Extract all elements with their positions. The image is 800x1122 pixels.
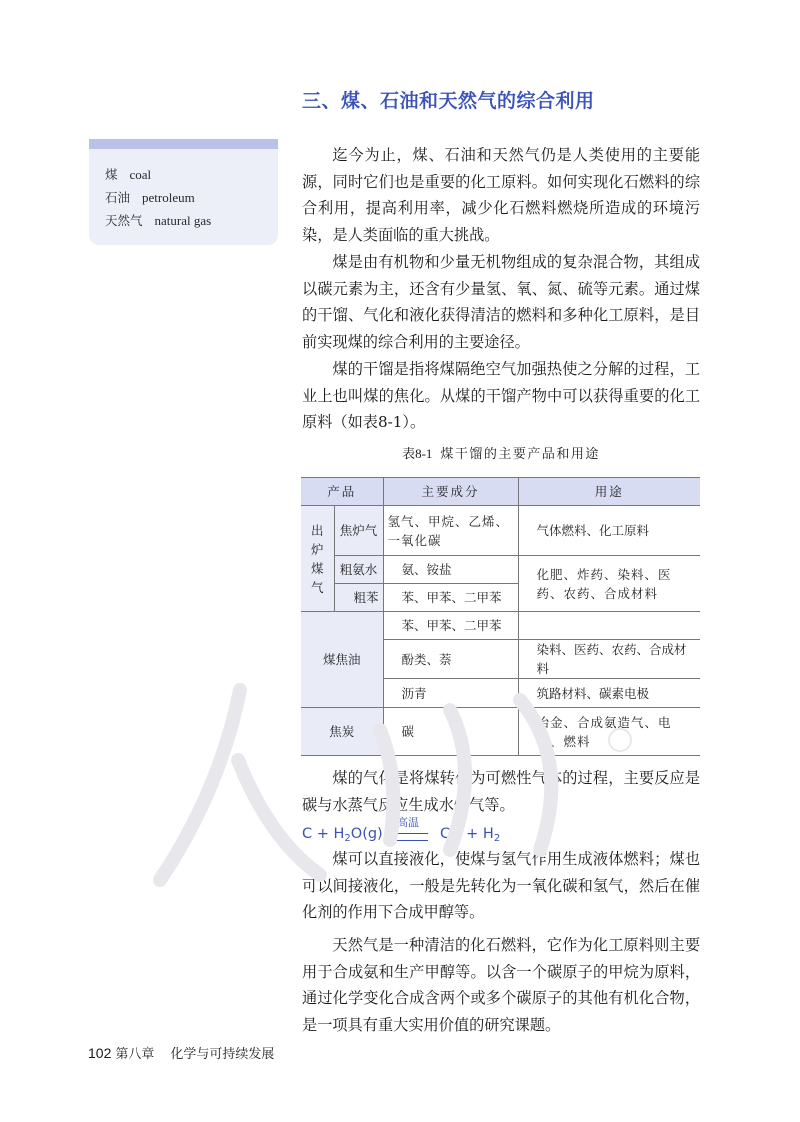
cell-uses: 染料、医药、农药、合成材料 [518, 640, 700, 679]
glossary-box [89, 139, 278, 245]
cell-sub-product: 粗氨水 [334, 556, 383, 584]
table-caption [302, 443, 700, 462]
paragraph-coal-gasification: 煤的气化是将煤转化为可燃性气体的过程，主要反应是碳与水蒸气反应生成水煤气等。 [302, 769, 700, 814]
chapter-label: 第八章 [115, 1047, 155, 1062]
cell-uses: 冶金、合成氨造气、电石、燃料 [518, 708, 700, 756]
equation-subscript: 2 [493, 833, 501, 844]
cell-components: 碳 [383, 708, 518, 756]
cell-components: 酚类、萘 [383, 640, 518, 679]
equation-equals-sign [388, 833, 428, 841]
glossary-top-bar [89, 139, 278, 149]
cell-components: 氨、铵盐 [383, 556, 518, 584]
glossary-item [105, 209, 278, 232]
equation-reactant-water: O(g) [350, 826, 383, 842]
table-row [301, 612, 700, 640]
paragraph-natural-gas: 天然气是一种清洁的化石燃料，它作为化工原料则主要用于合成氨和生产甲醇等。以含一个碳原子的甲烷为原料，通过化学变化合成含两个或多个碳原子的其他有机化合物，是一项具有重大实用价值的研究课题。 [302, 936, 700, 1035]
header-product: 产品 [301, 478, 383, 506]
group-oven-gas: 出炉煤气 [301, 506, 334, 612]
table-row [301, 506, 700, 556]
cell-uses: 筑路材料、碳素电极 [518, 679, 700, 708]
glossary-term-en: coal [129, 167, 152, 182]
equation-subscript: 2 [344, 833, 351, 844]
cell-components: 苯、甲苯、二甲苯 [383, 612, 518, 640]
glossary-item [105, 186, 278, 209]
table-caption-title: 煤干馏的主要产品和用途 [440, 447, 600, 462]
cell-uses [518, 612, 700, 640]
table-row [301, 708, 700, 756]
group-coal-tar: 煤焦油 [301, 612, 383, 708]
paragraph-coal-liquefaction: 煤可以直接液化，使煤与氢气作用生成液体燃料；煤也可以间接液化，一般是先转化为一氧化碳和氢气，然后在催化剂的作用下合成甲醇等。 [302, 850, 700, 922]
equation-reactants [302, 826, 383, 844]
table-caption-number: 表8-1 [402, 446, 433, 461]
cell-uses: 气体燃料、化工原料 [518, 506, 700, 556]
glossary-term-zh: 石油 [105, 190, 131, 205]
chapter-title: 化学与可持续发展 [170, 1047, 275, 1062]
cell-components: 氢气、甲烷、乙烯、一氧化碳 [383, 506, 518, 556]
header-uses: 用途 [518, 478, 700, 506]
paragraph-intro: 迄今为止，煤、石油和天然气仍是人类使用的主要能源，同时它们也是重要的化工原料。如何实现化石燃料的综合利用，提高利用率，减少化石燃料燃烧所造成的环境污染，是人类面临的重大挑战。 [302, 146, 700, 245]
equation-products [440, 826, 500, 844]
table-row [301, 556, 700, 584]
paragraph-coal-composition: 煤是由有机物和少量无机物组成的复杂混合物，其组成以碳元素为主，还含有少量氢、氧、氮、硫等元素。通过煤的干馏、气化和液化获得清洁的燃料和多种化工原料，是目前实现煤的综合利用的主要途径。 [302, 253, 700, 352]
section-heading: 三、煤、石油和天然气的综合利用 [302, 90, 595, 112]
cell-components: 沥青 [383, 679, 518, 708]
page-footer [88, 1043, 274, 1062]
paragraph-coal-distillation: 煤的干馏是指将煤隔绝空气加强热使之分解的过程，工业上也叫煤的焦化。从煤的干馏产物中可以获得重要的化工原料（如表8-1）。 [302, 360, 700, 432]
equation-condition: 高温 [397, 816, 419, 829]
page-number: 102 [88, 1045, 112, 1061]
cell-sub-product: 焦炉气 [334, 506, 383, 556]
header-components: 主要成分 [383, 478, 518, 506]
cell-components: 苯、甲苯、二甲苯 [383, 584, 518, 612]
glossary-term-zh: 天然气 [105, 213, 143, 228]
coal-distillation-table [301, 477, 700, 756]
glossary-term-en: petroleum [142, 190, 195, 205]
glossary-item [105, 163, 278, 186]
glossary-term-zh: 煤 [105, 167, 118, 182]
table-header-row [301, 478, 700, 506]
equation-reactant-c: C + H [302, 826, 345, 842]
equation-product-co: CO + H [440, 826, 494, 842]
cell-uses: 化肥、炸药、染料、医药、农药、合成材料 [518, 556, 700, 612]
cell-sub-product: 粗苯 [334, 584, 383, 612]
group-coke: 焦炭 [301, 708, 383, 756]
glossary-term-en: natural gas [154, 213, 212, 228]
